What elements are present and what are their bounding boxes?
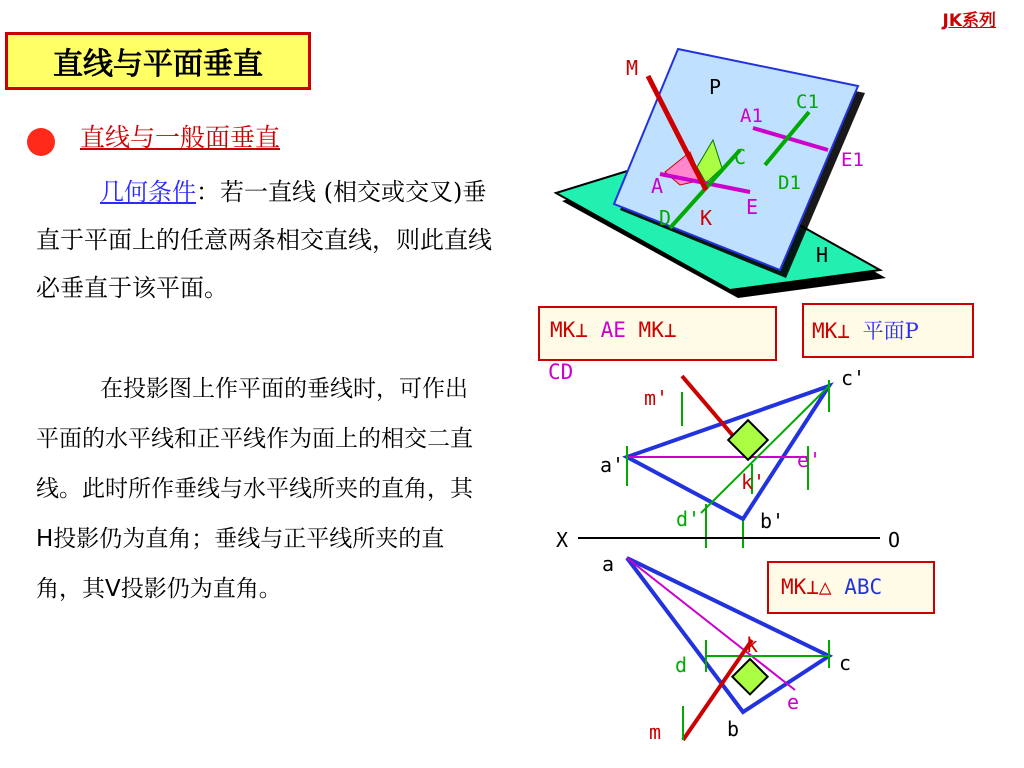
- label-A1: A1: [740, 105, 763, 127]
- box1-ae: AE: [600, 318, 626, 342]
- box2-mk-perp: MK⊥: [812, 319, 850, 343]
- geometric-condition-term: 几何条件: [100, 178, 196, 206]
- perpendicular-condition-box: [538, 306, 777, 361]
- perpendicular-plane-box: [802, 303, 974, 358]
- label-P: P: [709, 75, 722, 99]
- label-K: K: [700, 206, 713, 230]
- label-c: c: [839, 651, 852, 675]
- label-D: D: [659, 206, 672, 230]
- label-b-prime: b': [760, 509, 785, 533]
- geometric-condition-text: ：若一直线 (相交或交叉)垂直于平面上的任意两条相交直线，则此直线必垂直于该平面。: [36, 178, 492, 302]
- label-A: A: [651, 174, 664, 198]
- label-c-prime: c': [841, 366, 866, 390]
- label-b: b: [727, 717, 740, 741]
- label-d: d: [675, 653, 688, 677]
- label-E: E: [746, 195, 759, 219]
- label-E1: E1: [841, 149, 864, 171]
- series-tag: JK系列: [942, 11, 996, 31]
- label-m: m: [649, 720, 662, 744]
- box3-abc: ABC: [844, 575, 883, 599]
- label-O: O: [888, 528, 901, 552]
- section-heading: 直线与一般面垂直: [80, 123, 281, 152]
- label-e: e: [787, 690, 800, 714]
- label-m-prime: m': [644, 386, 669, 410]
- label-C: C: [734, 145, 747, 169]
- label-X: X: [556, 528, 569, 552]
- label-d-prime: d': [676, 507, 701, 531]
- label-D1: D1: [778, 172, 801, 194]
- perpendicular-triangle-box: [767, 561, 935, 614]
- page-title: 直线与平面垂直: [5, 32, 311, 90]
- projection-method-text: 在投影图上作平面的垂线时，可作出平面的水平线和正平线作为面上的相交二直线。此时所作垂线与水平线所夹的直角，其H投影仍为直角；垂线与正平线所夹的直角，其V投影仍为直角。: [36, 376, 473, 602]
- label-C1: C1: [796, 91, 819, 113]
- label-M: M: [626, 56, 639, 80]
- label-e-prime: e': [797, 448, 822, 472]
- box2-plane-p: 平面P: [862, 319, 919, 343]
- box1-mk-perp-2: MK⊥: [638, 318, 677, 342]
- label-k: k: [746, 633, 759, 657]
- label-H: H: [816, 243, 829, 267]
- box1-mk-perp: MK⊥: [550, 318, 588, 342]
- label-k-prime: k': [741, 470, 766, 494]
- box1-cd: CD: [548, 360, 574, 384]
- box3-mk-perp: MK⊥△: [781, 575, 832, 599]
- label-a: a: [602, 552, 615, 576]
- label-a-prime: a': [600, 453, 625, 477]
